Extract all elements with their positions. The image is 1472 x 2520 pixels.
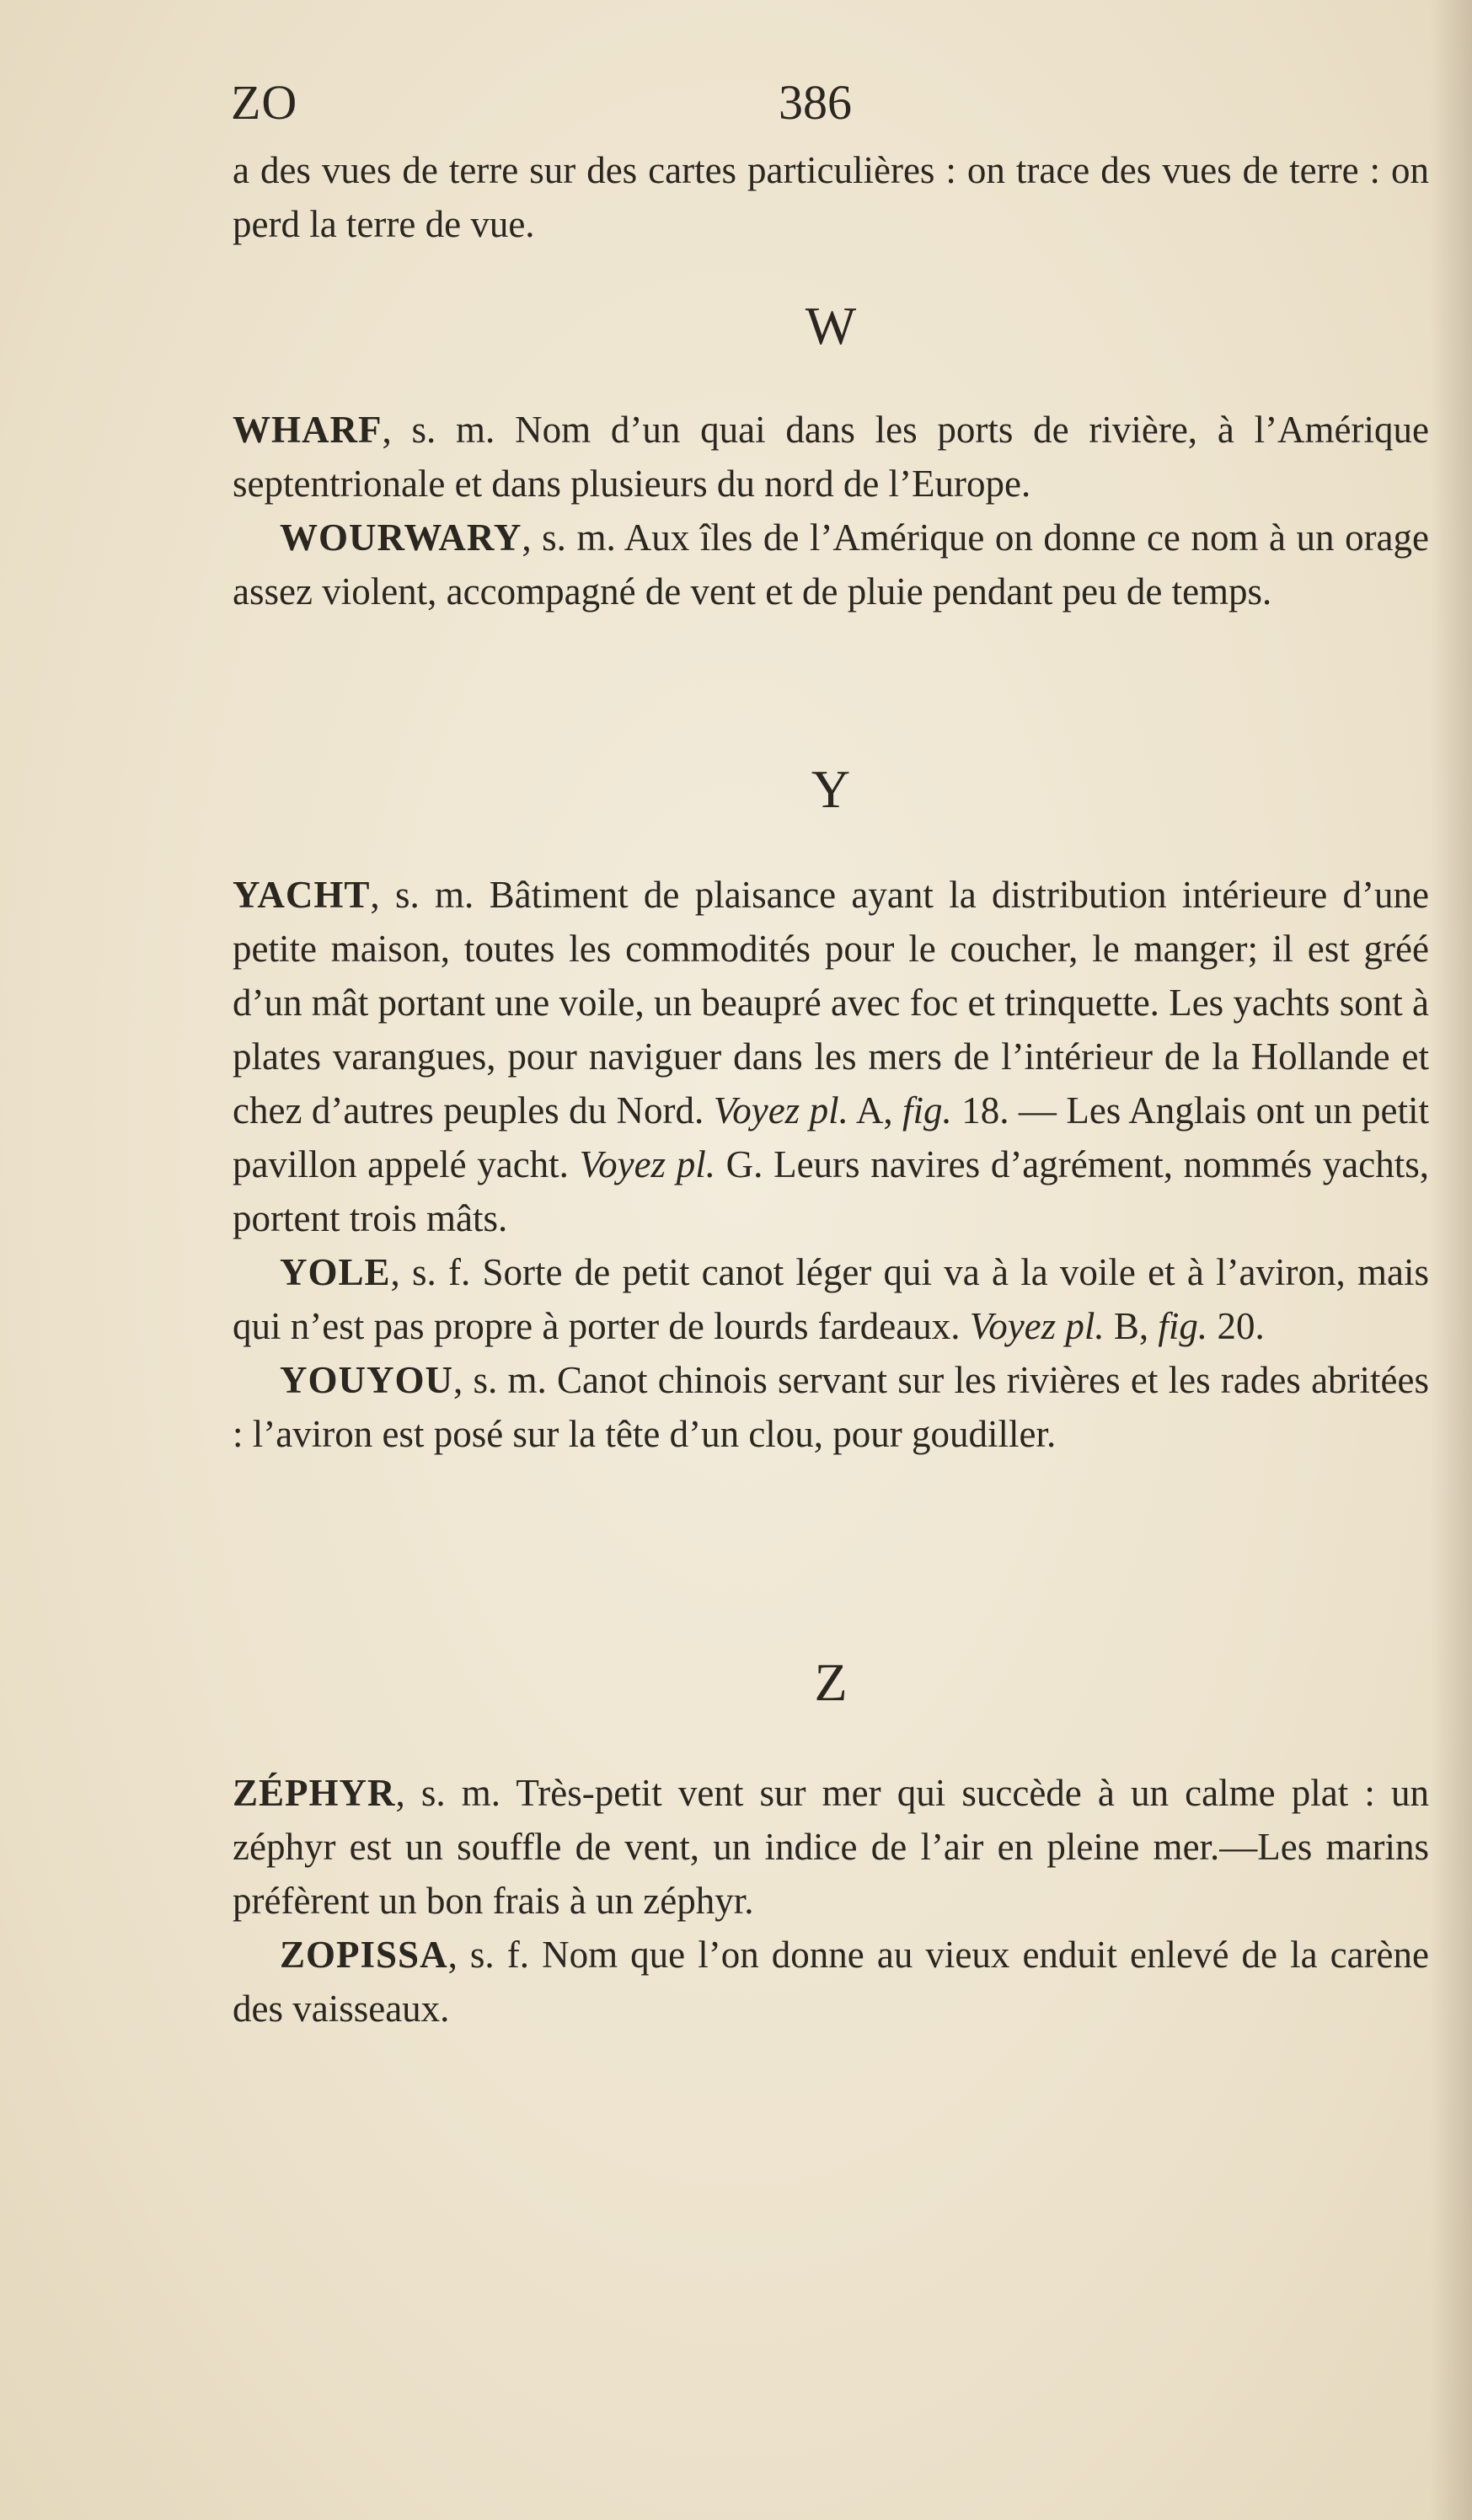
running-head — [231, 74, 1444, 142]
plate-ref: B, — [1104, 1305, 1159, 1347]
definition: Sorte de petit canot léger qui va à la voile et à l’aviron, mais qui n’est pas propre à porter de lourds fardeaux. — [233, 1251, 1429, 1347]
definition: Nom que l’on donne au vieux enduit enlevé de la carène des vaisseaux. — [233, 1934, 1430, 2030]
cross-reference: Voyez pl. — [579, 1143, 715, 1185]
cross-reference: Voyez pl. — [969, 1305, 1105, 1347]
headword: ZÉPHYR — [233, 1772, 396, 1814]
entry-yole — [233, 1245, 1429, 1353]
running-head-left: ZO — [231, 75, 298, 130]
section-y-entries — [233, 868, 1429, 1461]
continuation-paragraph: a des vues de terre sur des cartes particulières : on trace des vues de terre : on perd la terre de vue. — [233, 149, 1429, 245]
part-of-speech: , s. m. — [370, 874, 474, 916]
headword: YACHT — [233, 874, 371, 916]
section-letter-y: Y — [811, 759, 851, 819]
section-z-entries — [233, 1766, 1429, 2036]
part-of-speech: , s. m. — [395, 1772, 501, 1814]
headword: WHARF — [233, 409, 383, 451]
definition-continued: G. Leurs navires d’agrément, nommés yachts, portent trois mâts. — [233, 1143, 1430, 1239]
figure-number: 20. — [1207, 1305, 1265, 1347]
section-letter-z: Z — [814, 1652, 848, 1712]
definition: Aux îles de l’Amérique on donne ce nom à un orage assez violent, accompagné de vent et de pluie pendant peu de temps. — [233, 516, 1430, 613]
cross-reference: Voyez pl. — [713, 1089, 848, 1132]
entry-yacht — [233, 868, 1429, 1245]
definition: Très-petit vent sur mer qui succède à un calme plat : un zéphyr est un souffle de vent, un indice de l’air en pleine mer.—Les marins préfèrent un bon frais à un zéphyr. — [233, 1772, 1429, 1922]
part-of-speech: , s. f. — [390, 1251, 471, 1293]
page-number: 386 — [779, 75, 852, 130]
entry-wharf — [233, 403, 1429, 511]
section-w-entries — [233, 403, 1429, 618]
entry-zephyr — [233, 1766, 1429, 1928]
definition: Bâtiment de plaisance ayant la distribution intérieure d’une petite maison, toutes les commodités pour le coucher, le manger; il est gréé d’un mât portant une voile, un beaupré avec foc et trinquette. Les yachts sont à plates varangues, pour naviguer dans les mers de l’intérieur de la Hollande et chez d’autres peuples du Nord. — [233, 874, 1429, 1132]
figure-label: fig. — [902, 1089, 952, 1132]
part-of-speech: , s. m. — [453, 1359, 547, 1401]
headword: ZOPISSA — [280, 1934, 448, 1976]
plate-ref: A, — [848, 1089, 903, 1132]
entry-youyou — [233, 1353, 1429, 1461]
headword: WOURWARY — [280, 516, 522, 559]
definition-continued: 18. — Les Anglais ont un petit pavillon appelé yacht. — [233, 1089, 1430, 1185]
part-of-speech: , s. m. — [522, 516, 616, 559]
definition: Canot chinois servant sur les rivières et les rades abritées : l’aviron est posé sur la tête d’un clou, pour goudiller. — [233, 1359, 1429, 1455]
headword: YOLE — [280, 1251, 391, 1293]
part-of-speech: , s. f. — [447, 1934, 529, 1976]
entry-wourwary — [233, 511, 1429, 618]
headword: YOUYOU — [280, 1359, 453, 1401]
continuation-text — [233, 143, 1429, 251]
section-letter-w: W — [805, 296, 857, 356]
page-edge-shadow — [1430, 0, 1472, 2520]
entry-zopissa — [233, 1928, 1429, 2036]
figure-label: fig. — [1158, 1305, 1208, 1347]
definition: Nom d’un quai dans les ports de rivière, à l’Amérique septentrionale et dans plusieurs du nord de l’Europe. — [233, 409, 1429, 505]
part-of-speech: , s. m. — [382, 409, 495, 451]
